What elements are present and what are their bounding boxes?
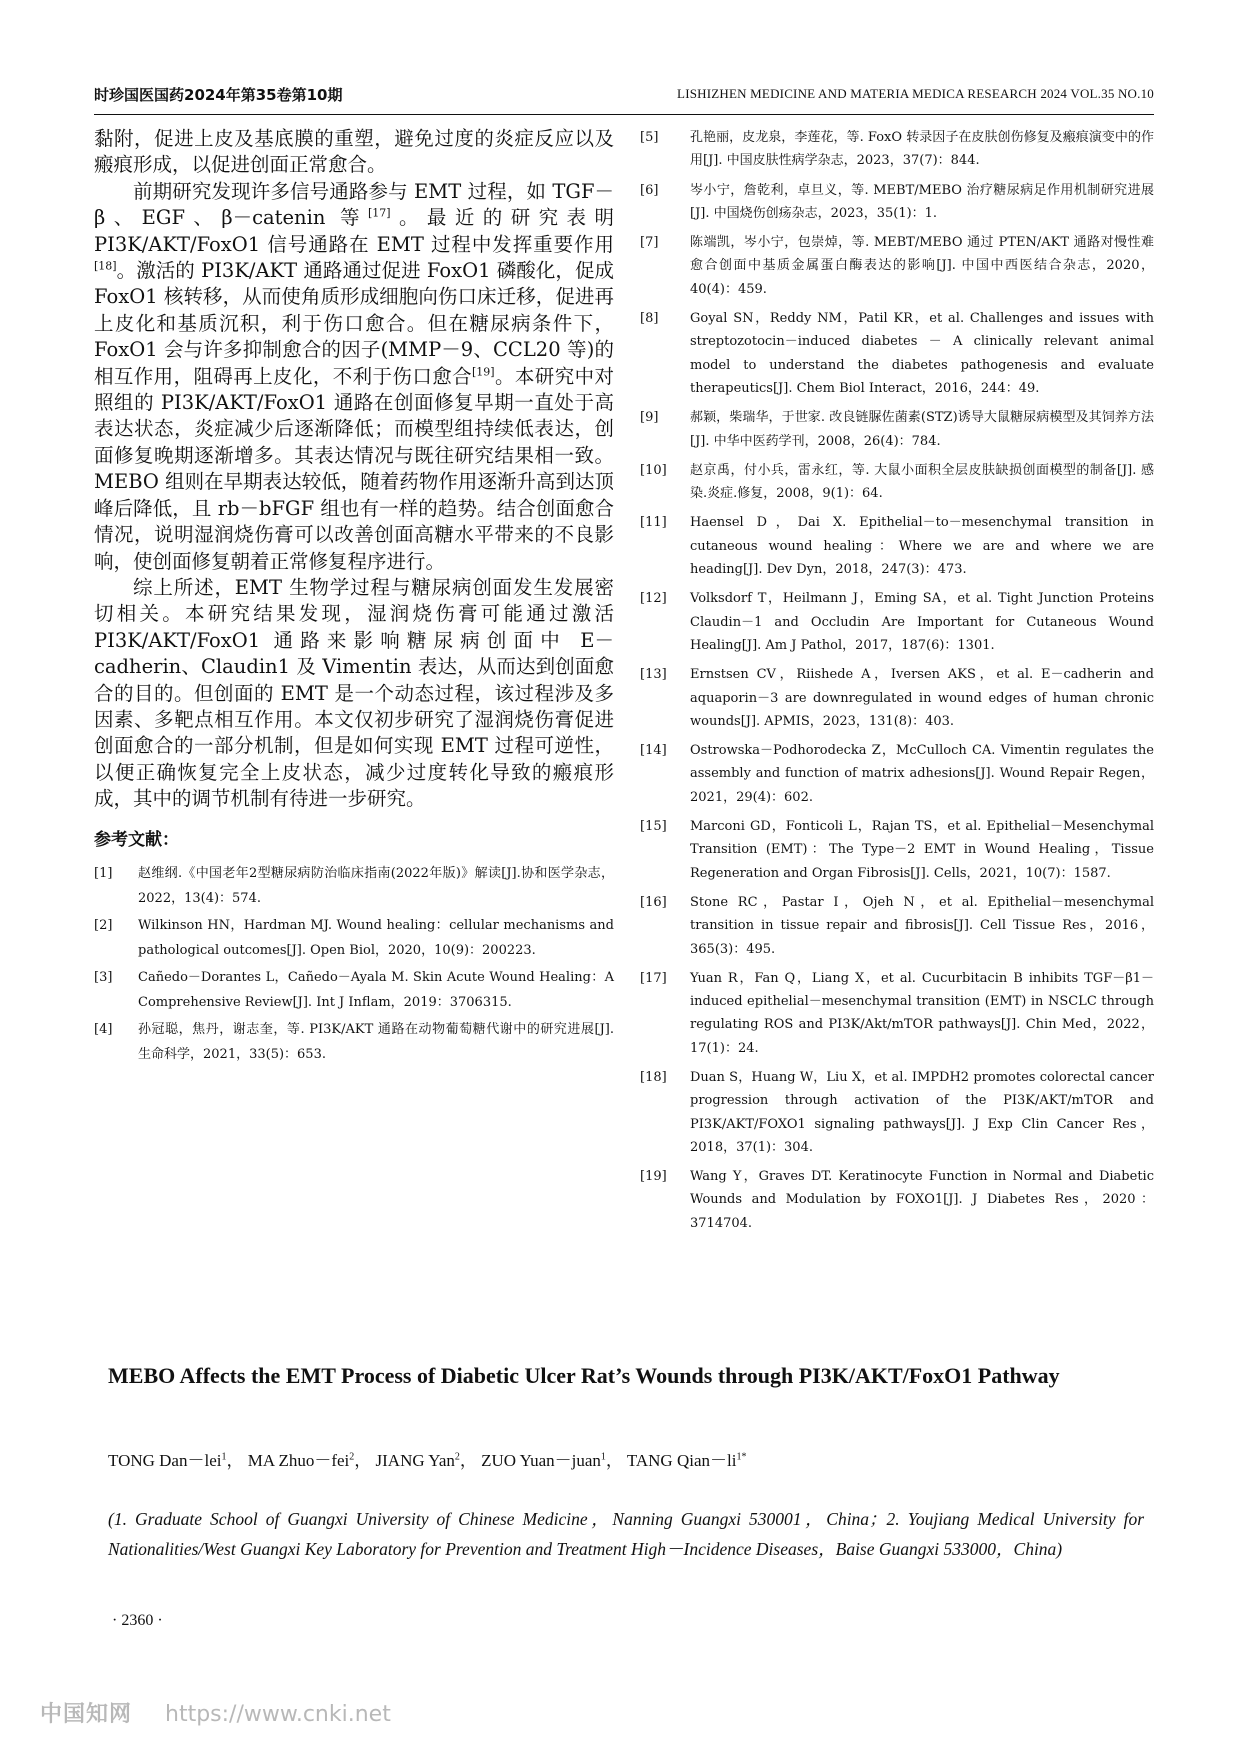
- reference-text: Marconi GD，Fonticoli L，Rajan TS，et al. Epithelial－Mesenchymal Transition (EMT)：The Type－2 EMT in Wound Healing，Tissue Regeneration and Organ Fibrosis[J]. Cells，2021，10(7)：1587.: [690, 819, 1154, 881]
- references-list-left: [94, 861, 614, 1067]
- reference-item: [640, 511, 1154, 581]
- reference-number: [17]: [640, 970, 667, 986]
- reference-text: Volksdorf T，Heilmann J，Eming SA，et al. Tight Junction Proteins Claudin－1 and Occludin Are Important for Cutaneous Wound Healing[J]. Am J Pathol，2017，187(6)：1301.: [690, 591, 1154, 653]
- reference-text: 赵京禹，付小兵，雷永红，等. 大鼠小面积全层皮肤缺损创面模型的制备[J]. 感染.炎症.修复，2008，9(1)：64.: [690, 462, 1154, 502]
- body-paragraph-2: [94, 179, 614, 575]
- reference-item: [640, 587, 1154, 657]
- reference-text: Haensel D，Dai X. Epithelial－to－mesenchymal transition in cutaneous wound healing：Where we are and where we are heading[J]. Dev Dyn，2018，247(3)：473.: [690, 515, 1154, 578]
- reference-number: [4]: [94, 1021, 113, 1037]
- reference-number: [16]: [640, 894, 667, 910]
- left-column: [94, 126, 614, 1069]
- reference-text: Cañedo－Dorantes L，Cañedo－Ayala M. Skin Acute Wound Healing：A Comprehensive Review[J]. Int J Inflam，2019：3706315.: [138, 969, 614, 1010]
- reference-number: [19]: [640, 1169, 667, 1185]
- cnki-watermark-footer: [40, 1697, 391, 1728]
- reference-item: [640, 663, 1154, 733]
- reference-item: [94, 861, 614, 911]
- author-affiliation-mark: 1*: [736, 1451, 747, 1463]
- reference-item: [640, 179, 1154, 226]
- reference-item: [640, 231, 1154, 301]
- reference-item: [640, 307, 1154, 400]
- author-separator: ，: [226, 1451, 244, 1470]
- reference-text: 陈端凯，岑小宁，包崇焯，等. MEBT/MEBO 通过 PTEN/AKT 通路对慢性难愈合创面中基质金属蛋白酶表达的影响[J]. 中国中西医结合杂志，2020，40(4)：459.: [690, 235, 1154, 297]
- reference-number: [18]: [640, 1069, 667, 1085]
- reference-number: [10]: [640, 462, 667, 478]
- reference-text: Ostrowska－Podhorodecka Z，McCulloch CA. Vimentin regulates the assembly and function of matrix adhesions[J]. Wound Repair Regen，2021，29(4)：602.: [690, 743, 1154, 805]
- reference-number: [1]: [94, 865, 113, 881]
- author-name: TANG Qian－li: [626, 1451, 737, 1470]
- reference-number: [14]: [640, 743, 667, 759]
- citation[interactable]: [18]: [94, 259, 117, 273]
- reference-item: [640, 1165, 1154, 1235]
- body-paragraph-3: 综上所述，EMT 生物学过程与糖尿病创面发生发展密切相关。本研究结果发现，湿润烧伤膏可能通过激活 PI3K/AKT/FoxO1 通路来影响糖尿病创面中 E－cadherin、Claudin1 及 Vimentin 表达，从而达到创面愈合的目的。但创面的 EMT 是一个动态过程，该过程涉及多因素、多靶点相互作用。本文仅初步研究了湿润烧伤膏促进创面愈合的一部分机制，但是如何实现 EMT 过程可逆性，以便正确恢复完全上皮状态，减少过度转化导致的瘢痕形成，其中的调节机制有待进一步研究。: [94, 575, 614, 811]
- english-authors: [108, 1446, 1148, 1471]
- reference-number: [3]: [94, 969, 113, 985]
- reference-text: 郝颖，柴瑞华，于世家. 改良链脲佐菌素(STZ)诱导大鼠糖尿病模型及其饲养方法[J]. 中华中医药学刊，2008，26(4)：784.: [690, 410, 1154, 449]
- author-separator: ，: [354, 1451, 372, 1470]
- author-affiliation-mark: 1: [600, 1451, 606, 1463]
- reference-text: 赵维纲.《中国老年2型糖尿病防治临床指南(2022年版)》解读[J].协和医学杂志，2022，13(4)：574.: [138, 865, 614, 906]
- author-name: MA Zhuo－fei: [247, 1451, 350, 1470]
- reference-text: Wilkinson HN，Hardman MJ. Wound healing：cellular mechanisms and pathological outcomes[J]. Open Biol，2020，10(9)：200223.: [138, 917, 614, 958]
- cnki-url[interactable]: https://www.cnki.net: [165, 1702, 391, 1727]
- reference-number: [15]: [640, 819, 667, 835]
- reference-text: Goyal SN，Reddy NM，Patil KR，et al. Challenges and issues with streptozotocin－induced diabetes － A clinically relevant animal model to understand the diabetes pathogenesis and evaluate therapeutics[J]. Chem Biol Interact，2016，244：49.: [690, 311, 1154, 396]
- page-number: · 2360 ·: [112, 1612, 163, 1629]
- reference-number: [7]: [640, 235, 659, 251]
- reference-item: [94, 1017, 614, 1067]
- reference-text: 孙冠聪，焦丹，谢志奎，等. PI3K/AKT 通路在动物葡萄糖代谢中的研究进展[J]. 生命科学，2021，33(5)：653.: [138, 1021, 614, 1062]
- reference-number: [8]: [640, 311, 659, 327]
- reference-item: [94, 965, 614, 1015]
- header-rule: [94, 114, 1154, 115]
- reference-number: [6]: [640, 182, 659, 198]
- author-affiliation-mark: 2: [454, 1451, 460, 1463]
- reference-item: [94, 913, 614, 963]
- reference-item: [640, 967, 1154, 1060]
- reference-number: [9]: [640, 410, 659, 426]
- author-name: ZUO Yuan－juan: [481, 1451, 601, 1470]
- references-heading: 参考文献：: [94, 829, 179, 850]
- reference-text: Yuan R，Fan Q，Liang X，et al. Cucurbitacin B inhibits TGF－β1－induced epithelial－mesenchymal transition (EMT) in NSCLC through regulating ROS and PI3K/Akt/mTOR pathways[J]. Chin Med，2022，17(1)：24.: [690, 970, 1154, 1056]
- journal-header-cn: 时珍国医国药2024年第35卷第10期: [94, 86, 343, 104]
- reference-item: [640, 406, 1154, 453]
- reference-text: Wang Y，Graves DT. Keratinocyte Function in Normal and Diabetic Wounds and Modulation by FOXO1[J]. J Diabetes Res，2020：3714704.: [690, 1169, 1154, 1231]
- reference-text: 孔艳丽，皮龙泉，李莲花，等. FoxO 转录因子在皮肤创伤修复及瘢痕演变中的作用[J]. 中国皮肤性病学杂志，2023，37(7)：844.: [690, 130, 1154, 169]
- author-separator: ，: [605, 1451, 623, 1470]
- cnki-logo-text: 中国知网: [40, 1702, 133, 1727]
- reference-number: [2]: [94, 917, 113, 933]
- reference-number: [13]: [640, 667, 667, 683]
- reference-text: Duan S，Huang W，Liu X，et al. IMPDH2 promotes colorectal cancer progression through activation of the PI3K/AKT/mTOR and PI3K/AKT/FOXO1 signaling pathways[J]. J Exp Clin Cancer Res，2018，37(1)：304.: [690, 1069, 1154, 1155]
- reference-item: [640, 126, 1154, 173]
- reference-number: [12]: [640, 591, 667, 607]
- reference-text: Stone RC，Pastar I，Ojeh N，et al. Epithelial－mesenchymal transition in tissue repair and fibrosis[J]. Cell Tissue Res，2016，365(3)：495.: [690, 894, 1154, 957]
- english-affiliation: (1. Graduate School of Guangxi University of Chinese Medicine，Nanning Guangxi 530001，China；2. Youjiang Medical University for Nationalities/West Guangxi Key Laboratory for Prevention and Treatment High－Incidence Diseases，Baise Guangxi 533000，China): [108, 1509, 1144, 1559]
- reference-item: [640, 739, 1154, 809]
- citation[interactable]: [19]: [472, 365, 495, 379]
- body-text: 前期研究发现许多信号通路参与 EMT 过程，如 TGF－β、EGF、β－catenin 等: [94, 179, 614, 230]
- right-column-references: [640, 126, 1154, 1241]
- body-text: 。激活的 PI3K/AKT 通路通过促进 FoxO1 磷酸化，促成 FoxO1 核转移，从而使角质形成细胞向伤口床迁移，促进再上皮化和基质沉积，利于伤口愈合。但在糖尿病条件下，FoxO1 会与许多抑制愈合的因子(MMP－9、CCL20 等)的相互作用，阻碍再上皮化，不利于伤口愈合: [94, 259, 614, 388]
- author-affiliation-mark: 1: [221, 1451, 227, 1463]
- journal-header-en: LISHIZHEN MEDICINE AND MATERIA MEDICA RESEARCH 2024 VOL.35 NO.10: [677, 86, 1154, 101]
- body-paragraph-1: 黏附，促进上皮及基底膜的重塑，避免过度的炎症反应以及瘢痕形成，以促进创面正常愈合。: [94, 127, 614, 177]
- body-text: 。本研究中对照组的 PI3K/AKT/FoxO1 通路在创面修复早期一直处于高表达状态，炎症减少后逐渐降低；而模型组持续低表达，创面修复晚期逐渐增多。其表达情况与既往研究结果相一致。MEBO 组则在早期表达较低，随着药物作用逐渐升高到达顶峰后降低，且 rb－bFGF 组也有一样的趋势。结合创面愈合情况，说明湿润烧伤膏可以改善创面高糖水平带来的不良影响，使创面修复朝着正常修复程序进行。: [94, 364, 614, 573]
- reference-item: [640, 459, 1154, 506]
- author-affiliation-mark: 2: [349, 1451, 355, 1463]
- reference-number: [5]: [640, 130, 659, 145]
- english-title: MEBO Affects the EMT Process of Diabetic Ulcer Rat’s Wounds through PI3K/AKT/FoxO1 Pathway: [108, 1363, 1060, 1388]
- reference-number: [11]: [640, 515, 667, 531]
- author-name: JIANG Yan: [375, 1451, 455, 1470]
- reference-text: 岑小宁，詹乾利，卓旦义，等. MEBT/MEBO 治疗糖尿病足作用机制研究进展[J]. 中国烧伤创疡杂志，2023，35(1)：1.: [690, 182, 1154, 221]
- body-text: 。最近的研究表明 PI3K/AKT/FoxO1 信号通路在 EMT 过程中发挥重要作用: [94, 206, 614, 256]
- author-name: TONG Dan－lei: [108, 1451, 222, 1470]
- reference-text: Ernstsen CV，Riishede A，Iversen AKS，et al. E－cadherin and aquaporin－3 are downregulated in wound edges of human chronic wounds[J]. APMIS，2023，131(8)：403.: [690, 667, 1154, 729]
- reference-item: [640, 815, 1154, 885]
- author-separator: ，: [459, 1451, 477, 1470]
- reference-item: [640, 891, 1154, 961]
- citation[interactable]: [17]: [367, 206, 391, 220]
- reference-item: [640, 1066, 1154, 1159]
